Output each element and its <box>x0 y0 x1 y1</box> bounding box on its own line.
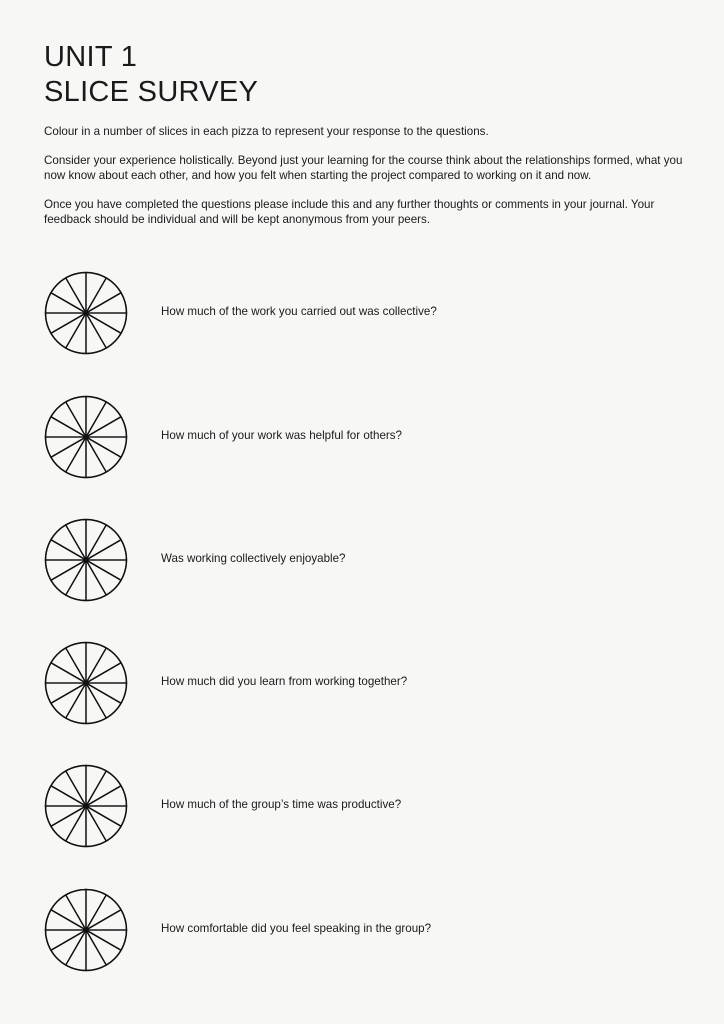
survey-question-2 <box>44 395 684 479</box>
question-text-6: How comfortable did you feel speaking in the group? <box>161 922 432 935</box>
instructions <box>44 125 684 242</box>
question-text-5: How much of the group’s time was productive? <box>161 798 402 811</box>
instructions-paragraph-3: Once you have completed the questions please include this and any further thoughts or comments in your journal. Your feedback should be individual and will be kept anonymous from your peers. <box>44 197 655 226</box>
pizza-chart-3 <box>44 518 128 602</box>
title-line-1: UNIT 1 <box>44 41 138 73</box>
pizza-svg-1 <box>44 271 128 355</box>
pizza-chart-5 <box>44 764 128 848</box>
pizza-chart-1 <box>44 271 128 355</box>
pizza-svg-6 <box>44 888 128 972</box>
pizza-svg-2 <box>44 395 128 479</box>
pizza-chart-6 <box>44 888 128 972</box>
survey-question-5 <box>44 764 684 848</box>
page-title <box>44 40 258 110</box>
question-text-3: Was working collectively enjoyable? <box>161 552 346 565</box>
survey-question-4 <box>44 641 684 725</box>
question-text-4: How much did you learn from working together? <box>161 675 408 688</box>
pizza-svg-3 <box>44 518 128 602</box>
pizza-svg-5 <box>44 764 128 848</box>
survey-question-1 <box>44 271 684 355</box>
question-text-1: How much of the work you carried out was collective? <box>161 305 437 318</box>
pizza-chart-4 <box>44 641 128 725</box>
title-line-2: SLICE SURVEY <box>44 76 259 108</box>
pizza-svg-4 <box>44 641 128 725</box>
instructions-paragraph-1: Colour in a number of slices in each pizza to represent your response to the questions. <box>44 125 489 138</box>
survey-question-6 <box>44 888 684 972</box>
question-text-2: How much of your work was helpful for others? <box>161 429 402 442</box>
instructions-paragraph-2: Consider your experience holistically. Beyond just your learning for the course think about the relationships formed, what you now know about each other, and how you felt when starting the project compared to working on it and now. <box>44 154 683 182</box>
pizza-chart-2 <box>44 395 128 479</box>
survey-question-3 <box>44 518 684 602</box>
